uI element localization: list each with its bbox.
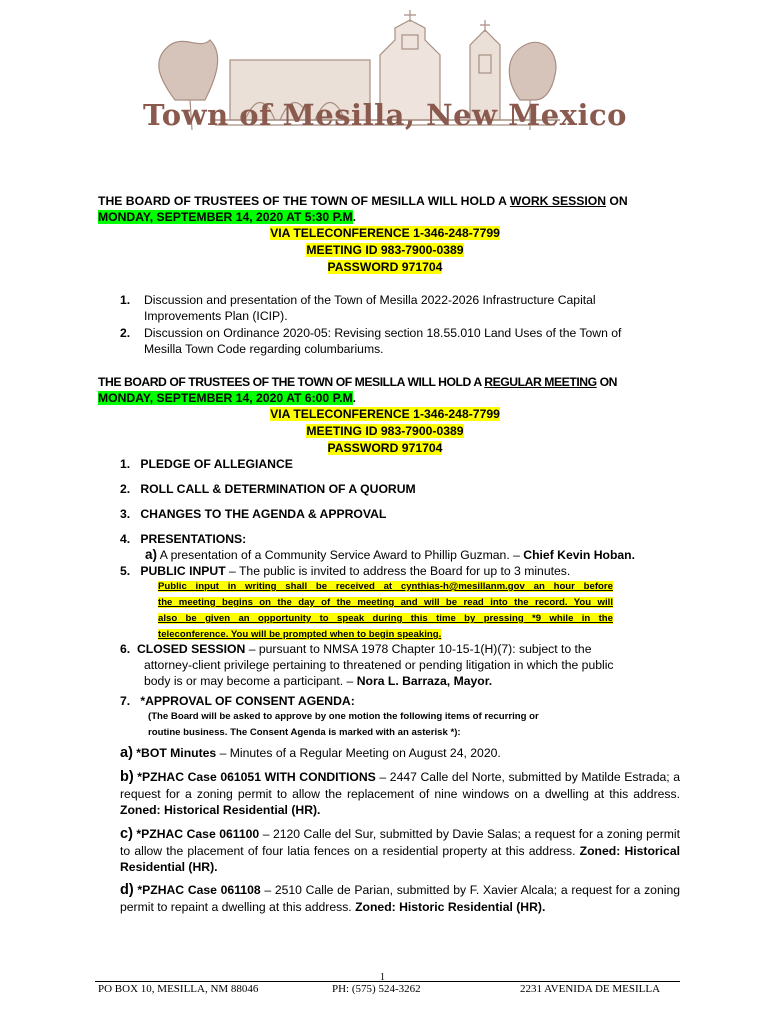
consent-note-1: (The Board will be asked to approve by one motion the following items of recurring or xyxy=(148,711,539,722)
agenda-item-1: 1. PLEDGE OF ALLEGIANCE xyxy=(120,457,293,471)
consent-note-2: routine business. The Consent Agenda is marked with an asterisk *): xyxy=(148,727,461,738)
footer-phone: PH: (575) 524-3262 xyxy=(332,983,421,995)
page-number: 1 xyxy=(380,972,385,983)
regular-meeting-type: REGULAR MEETING xyxy=(484,375,597,389)
mission-illustration xyxy=(0,0,770,185)
consent-item-d: d) *PZHAC Case 061108 – 2510 Calle de Parian, submitted by F. Xavier Alcala; a request for a zoning permit to repaint a dwelling at this address. Zoned: Historic Residential (HR). xyxy=(120,882,680,914)
work-item-1: 1. Discussion and presentation of the Town of Mesilla 2022-2026 Infrastructure Capital Improvements Plan (ICIP). xyxy=(120,293,596,323)
work-session-teleconference: VIA TELECONFERENCE 1-346-248-7799 xyxy=(270,226,500,240)
town-banner xyxy=(0,0,770,185)
footer-address: PO BOX 10, MESILLA, NM 88046 xyxy=(98,983,259,995)
public-input-note: Public input in writing shall be received at cynthias-h@mesillanm.gov an hour before the meeting begins on the day of the meeting and will be read into the record. You will also be given an opportunity to speak during this time by pressing *9 while in the teleconference. You will be prompted when to begin speaking. xyxy=(158,581,613,640)
town-title: Town of Mesilla, New Mexico xyxy=(143,98,627,132)
work-session-type: WORK SESSION xyxy=(509,194,607,208)
work-session-meeting-id: MEETING ID 983-7900-0389 xyxy=(306,243,464,257)
agenda-item-3: 3. CHANGES TO THE AGENDA & APPROVAL xyxy=(120,507,387,521)
consent-item-a: a) *BOT Minutes – Minutes of a Regular Meeting on August 24, 2020. xyxy=(120,745,501,761)
work-item-2: 2. Discussion on Ordinance 2020-05: Revising section 18.55.010 Land Uses of the Town of Mesilla Town Code regarding columbariums. xyxy=(120,326,622,356)
consent-item-c: c) *PZHAC Case 061100 – 2120 Calle del Sur, submitted by Davie Salas; a request for a zoning permit to allow the placement of four latia fences on a residential property at this address. Zoned: Historical Residential (HR). xyxy=(120,826,681,874)
footer-street: 2231 AVENIDA DE MESILLA xyxy=(520,983,661,995)
agenda-item-5: 5. PUBLIC INPUT – The public is invited to address the Board for up to 3 minutes. xyxy=(120,564,571,578)
footer-rule xyxy=(95,981,680,982)
agenda-item-2: 2. ROLL CALL & DETERMINATION OF A QUORUM xyxy=(120,482,416,496)
regular-meeting-teleconference: VIA TELECONFERENCE 1-346-248-7799 xyxy=(270,407,500,421)
agenda-item-6: 6. CLOSED SESSION – pursuant to NMSA 1978 Chapter 10-15-1(H)(7): subject to the attorney-client privilege pertaining to threatened or pending litigation in which the public body is or may become a participant. – Nora L. Barraza, Mayor. xyxy=(120,642,614,688)
regular-meeting-password: PASSWORD 971704 xyxy=(327,441,443,455)
regular-meeting-date: MONDAY, SEPTEMBER 14, 2020 AT 6:00 P.M. xyxy=(98,391,357,405)
consent-item-b: b) *PZHAC Case 061051 WITH CONDITIONS – 2447 Calle del Norte, submitted by Matilde Estrada; a request for a zoning permit to allow the replacement of nine windows on a dwelling at this address. Zoned: Historical Residential (HR). xyxy=(120,769,681,817)
presentation-a: a) A presentation of a Community Service Award to Phillip Guzman. – Chief Kevin Hoban. xyxy=(145,547,636,562)
regular-meeting-intro: THE BOARD OF TRUSTEES OF THE TOWN OF MESILLA WILL HOLD A REGULAR MEETING ON xyxy=(98,375,617,389)
regular-meeting-meeting-id: MEETING ID 983-7900-0389 xyxy=(306,424,464,438)
work-session-intro: THE BOARD OF TRUSTEES OF THE TOWN OF MESILLA WILL HOLD A WORK SESSION ON xyxy=(98,194,628,208)
work-session-password: PASSWORD 971704 xyxy=(327,260,443,274)
agenda-item-7: 7. *APPROVAL OF CONSENT AGENDA: xyxy=(120,694,355,708)
agenda-item-4: 4. PRESENTATIONS: xyxy=(120,532,247,546)
work-session-date: MONDAY, SEPTEMBER 14, 2020 AT 5:30 P.M. xyxy=(98,210,357,224)
